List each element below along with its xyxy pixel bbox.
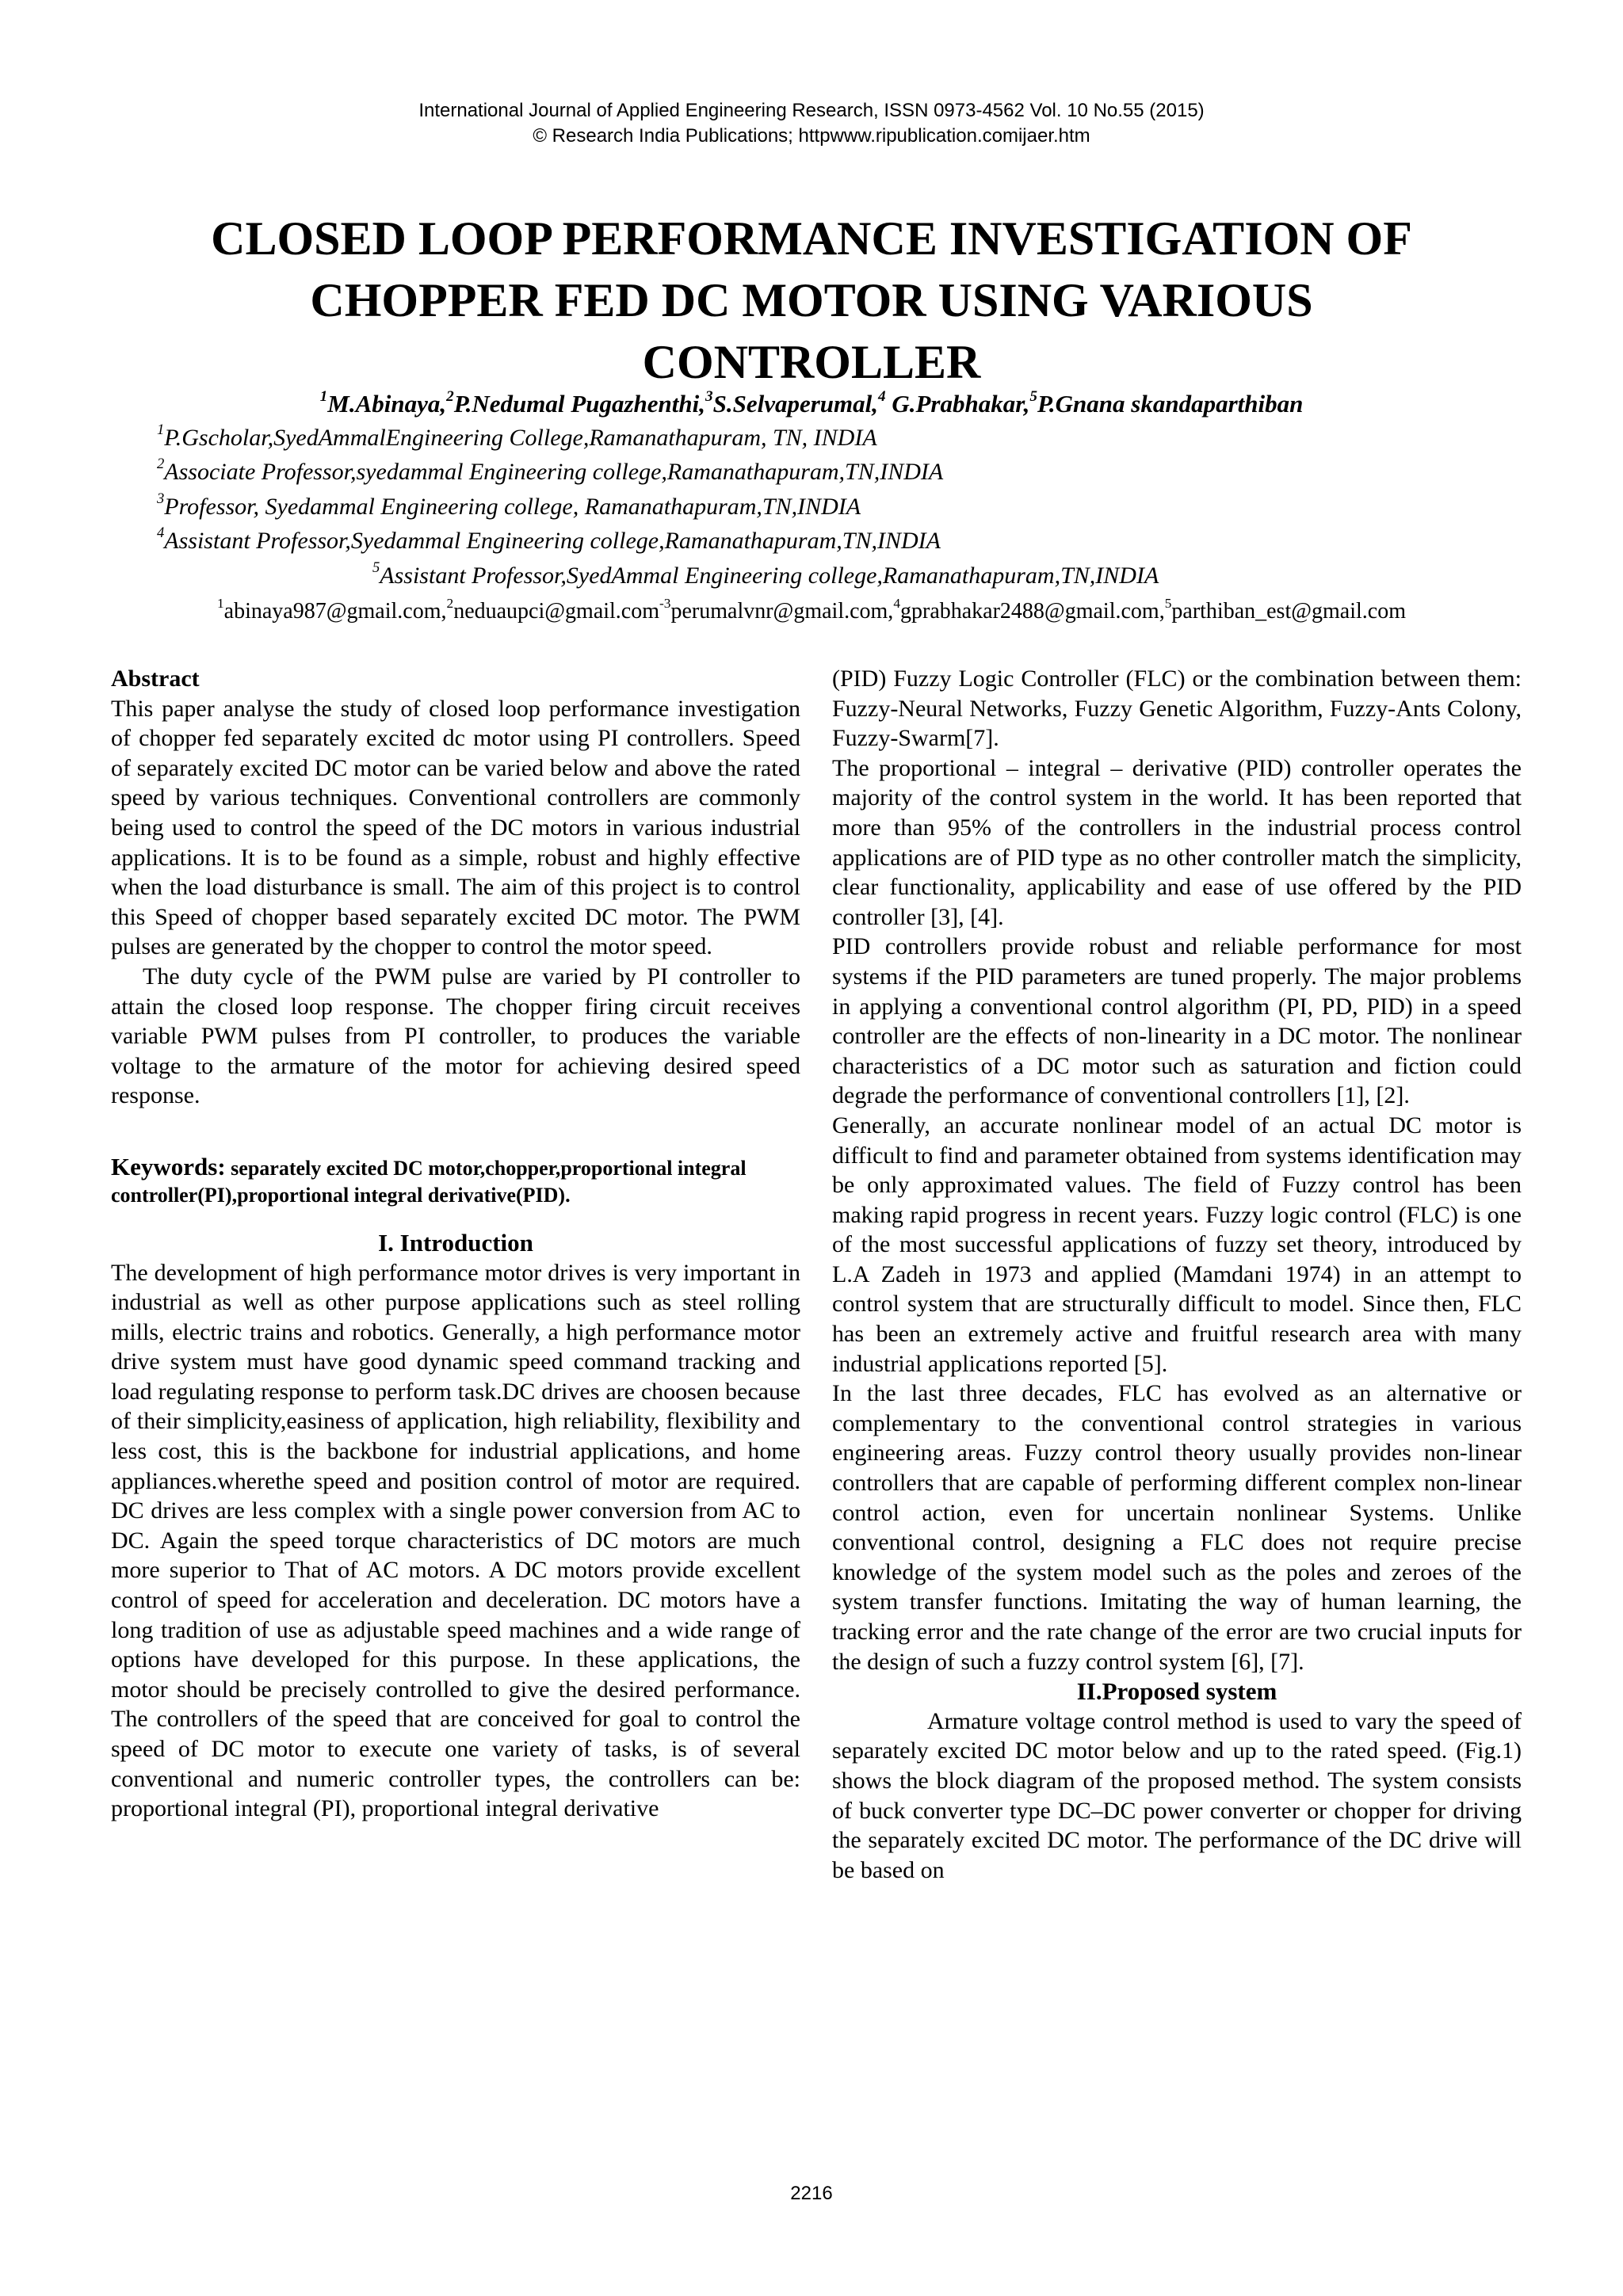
author-name: M.Abinaya, (327, 390, 447, 418)
email-address: neduaupci@gmail.com (453, 599, 660, 624)
page-number: 2216 (790, 2183, 833, 2204)
affiliation-5 (372, 559, 1159, 589)
title-line-3: CONTROLLER (642, 336, 981, 388)
affiliation-text: Associate Professor,syedammal Engineering college,Ramanathapuram,TN,INDIA (164, 459, 944, 485)
email-sup: 2 (446, 596, 454, 612)
title-line-1: CLOSED LOOP PERFORMANCE INVESTIGATION OF (211, 212, 1412, 265)
email-address: perumalvnr@gmail.com, (670, 599, 894, 624)
journal-citation: International Journal of Applied Engineering Research, ISSN 0973-4562 Vol. 10 No.55 (2015) (418, 100, 1205, 121)
publisher-line: © Research India Publications; httpwww.ripublication.comijaer.htm (533, 125, 1090, 147)
right-column (832, 664, 1522, 1885)
affiliation-sup: 3 (157, 490, 165, 508)
body-paragraph-4: Generally, an accurate nonlinear model of an actual DC motor is difficult to find and parameter obtained from systems identification may be only approximated values. The field of Fuzzy control has been making rapid progress in recent years. Fuzzy logic control (FLC) is one of the most successful applications of fuzzy set theory, introduced by L.A Zadeh in 1973 and applied (Mamdani 1974) in an attempt to control system that are structurally difficult to model. Since then, FLC has been an extremely active and fruitful research area with many industrial applications reported [5]. (832, 1112, 1522, 1377)
author-name: S.Selvaperumal, (712, 390, 878, 418)
author-name: P.Gnana skandaparthiban (1037, 390, 1304, 418)
proposed-system-heading: II.Proposed system (1076, 1677, 1277, 1706)
keywords (111, 1154, 800, 1209)
affiliation-text: Assistant Professor,Syedammal Engineering college,Ramanathapuram,TN,INDIA (164, 528, 941, 554)
email-list (0, 596, 1623, 624)
affiliation-text: Professor, Syedammal Engineering college, Ramanathapuram,TN,INDIA (164, 494, 861, 520)
affiliation-3 (157, 490, 861, 521)
email-address: abinaya987@gmail.com, (223, 599, 447, 624)
body-paragraph-1: (PID) Fuzzy Logic Controller (FLC) or the combination between them: Fuzzy-Neural Networks, Fuzzy Genetic Algorithm, Fuzzy-Ants Colony, Fuzzy-Swarm[7]. (832, 666, 1522, 752)
body-paragraph-2: The proportional – integral – derivative (PID) controller operates the majority of the control system in the world. It has been reported that more than 95% of the controllers in the industrial process control applications are of PID type as no other controller match the simplicity, clear functionality, applicability and ease of use offered by the PID controller [3], [4]. (832, 754, 1522, 930)
body-paragraph-3: PID controllers provide robust and reliable performance for most systems if the PID parameters are tuned properly. The major problems in applying a conventional control algorithm (PI, PD, PID) in a speed controller are the effects of non-linearity in a DC motor. The nonlinear characteristics of a DC motor such as saturation and fiction could degrade the performance of conventional controllers [1], [2]. (832, 933, 1522, 1109)
author-sup: 5 (1029, 387, 1037, 405)
affiliation-text: Assistant Professor,SyedAmmal Engineering college,Ramanathapuram,TN,INDIA (380, 563, 1159, 589)
title-line-2: CHOPPER FED DC MOTOR USING VARIOUS (310, 274, 1313, 326)
author-name: P.Nedumal Pugazhenthi, (453, 390, 705, 418)
keywords-text: separately excited DC motor,chopper,proportional integral controller(PI),proportional integral derivative(PID). (111, 1156, 747, 1207)
affiliation-text: P.Gscholar,SyedAmmalEngineering College,Ramanathapuram, TN, INDIA (164, 425, 877, 451)
affiliation-4 (157, 524, 941, 555)
author-sup: 4 (878, 387, 886, 405)
affiliation-sup: 5 (372, 559, 380, 577)
paper-title (0, 208, 1623, 393)
abstract-paragraph-1: This paper analyse the study of closed loop performance investigation of chopper fed separately excited dc motor using PI controllers. Speed of separately excited DC motor can be varied below and above the rated speed by various techniques. Conventional controllers are commonly being used to control the speed of the DC motors in various industrial applications. It is to be found as a simple, robust and highly effective when the load disturbance is small. The aim of this project is to control this Speed of chopper based separately excited DC motor. The PWM pulses are generated by the chopper to control the motor speed. (111, 695, 800, 960)
email-address: parthiban_est@gmail.com (1171, 599, 1406, 624)
affiliation-sup: 1 (157, 421, 165, 439)
affiliation-2 (157, 456, 944, 486)
introduction-heading: I. Introduction (378, 1228, 533, 1257)
email-sup: 1 (216, 596, 224, 612)
email-sup: 5 (1164, 596, 1172, 612)
introduction-paragraph-1: The development of high performance motor drives is very important in industrial as well as other purpose applications such as steel rolling mills, electric trains and robotics. Generally, a high performance motor drive system must have good dynamic speed command tracking and load regulating response to perform task.DC drives are choosen because of their simplicity,easiness of application, high reliability, flexibility and less cost, this is the backbone for industrial applications, and home appliances.wherethe speed and position control of motor are required. DC drives are less complex with a single power conversion from AC to DC. Again the speed torque characteristics of DC motors are much more superior to That of AC motors. A DC motors provide excellent control of speed for acceleration and deceleration. DC motors have a long tradition of use as adjustable speed machines and a wide range of options have developed for this purpose. In these applications, the motor should be precisely controlled to give the desired performance. The controllers of the speed that are conceived for goal to control the speed of DC motor to execute one variety of tasks, is of several conventional and numeric controller types, the controllers can be: proportional integral (PI), proportional integral derivative (111, 1259, 800, 1822)
author-sup: 1 (319, 387, 328, 405)
author-name: G.Prabhakar, (885, 390, 1030, 418)
body-paragraph-5: In the last three decades, FLC has evolved as an alternative or complementary to the conventional control strategies in various engineering areas. Fuzzy control theory usually provides non-linear controllers that are capable of performing different complex non-linear control action, even for uncertain nonlinear Systems. Unlike conventional control, designing a FLC does not require precise knowledge of the system model such as the poles and zeroes of the system transfer functions. Imitating the way of human learning, the tracking error and the rate change of the error are two crucial inputs for the design of such a fuzzy control system [6], [7]. (832, 1380, 1522, 1675)
left-column (111, 664, 800, 1824)
affiliation-sup: 2 (157, 456, 165, 473)
author-list (0, 387, 1623, 418)
email-sup: -3 (659, 596, 671, 612)
journal-header (0, 98, 1623, 149)
affiliation-sup: 4 (157, 524, 165, 542)
email-sup: 4 (893, 596, 900, 612)
keywords-label: Keywords: (111, 1152, 226, 1180)
author-sup: 3 (705, 387, 713, 405)
body-paragraph-6: Armature voltage control method is used to vary the speed of separately excited DC motor below and up to the rated speed. (Fig.1) shows the block diagram of the proposed method. The system consists of buck converter type DC–DC power converter or chopper for driving the separately excited DC motor. The performance of the DC drive will be based on (832, 1707, 1522, 1883)
author-sup: 2 (446, 387, 454, 405)
affiliation-1 (157, 421, 877, 452)
email-address: gprabhakar2488@gmail.com, (900, 599, 1165, 624)
abstract-paragraph-2: The duty cycle of the PWM pulse are varied by PI controller to attain the closed loop response. The chopper firing circuit receives variable PWM pulses from PI controller, to produces the variable voltage to the armature of the motor for achieving desired speed response. (111, 963, 800, 1109)
abstract-heading: Abstract (111, 666, 200, 692)
